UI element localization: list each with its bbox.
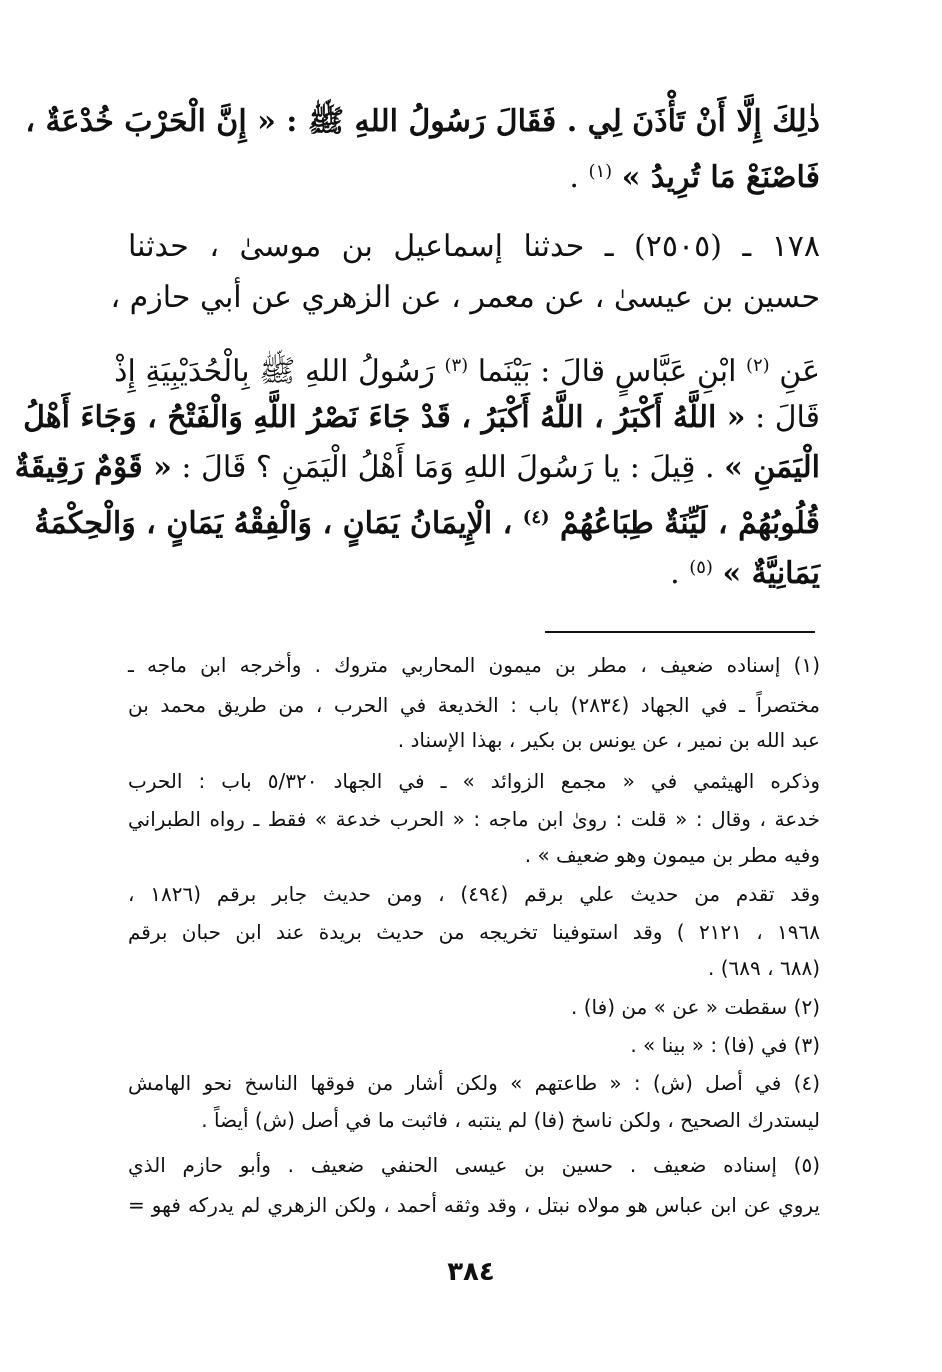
text-segment: عَنِ	[779, 353, 820, 389]
text-segment: ذٰلِكَ إِلَّا أَنْ تَأْذَنَ لِي . فَقَالَ رَسُولُ اللهِ ﷺ : « إِنَّ الْحَرْبَ خُدْعَةٌ ،	[25, 104, 820, 139]
text-segment: ١٧٨ ـ (٢٥٠٥) ـ حدثنا إسماعيل بن موسىٰ ، حدثنا	[128, 229, 820, 264]
footnote-ref-4[interactable]: (٤)	[522, 507, 550, 528]
hadith-178-matn-line-4	[0, 496, 942, 540]
footnote-1-line-7	[0, 879, 942, 909]
text-segment: حسين بن عيسىٰ ، عن معمر ، عن الزهري عن أبي حازم ،	[110, 280, 820, 315]
text-segment: الْيَمَنِ »	[724, 450, 820, 485]
text-segment: .	[569, 159, 589, 195]
text-segment: ليستدرك الصحيح ، ولكن ناسخ (فا) لم ينتبه ، فاثبت ما في أصل (ش) أيضاً .	[201, 1108, 820, 1132]
hadith-178-isnad-line-2	[0, 276, 942, 320]
hadith-178-isnad-line-1	[0, 225, 942, 269]
text-segment: عبد الله بن نمير ، عن يونس بن بكير ، بهذا الإسناد .	[397, 728, 820, 752]
text-segment: « اللَّهُ أَكْبَرُ ، اللَّهُ أَكْبَرُ ، قَدْ جَاءَ نَصْرُ اللَّهِ وَالْفَتْحُ ، وَجَاءَ أَهْلُ	[23, 400, 746, 435]
hadith-178-matn-line-1	[0, 344, 942, 388]
footnote-5-line-1	[0, 1150, 942, 1180]
text-segment: خدعة ، وقال : « قلت : روىٰ ابن ماجه : « الحرب خدعة » فقط ـ رواه الطبراني	[128, 807, 820, 831]
hadith-178-matn-line-2	[0, 396, 942, 440]
text-segment: وفيه مطر بن ميمون وهو ضعيف » .	[524, 843, 820, 867]
text-segment: وذكره الهيثمي في « مجمع الزوائد » ـ في الجهاد ٥/٣٢٠ باب : الحرب	[128, 769, 820, 793]
footnote-1-line-6	[0, 840, 942, 870]
footnote-1-line-1	[0, 650, 942, 680]
text-segment: فَاصْنَعْ مَا تُرِيدُ »	[621, 159, 820, 195]
text-segment: ١٩٦٨ ، ٢١٢١ ) وقد استوفينا تخريجه من حديث بريدة عند ابن حبان برقم	[128, 920, 820, 944]
footnote-5-line-2	[0, 1190, 942, 1220]
text-segment: . قِيلَ : يا رَسُولَ اللهِ وَمَا أَهْلُ الْيَمَنِ ؟ قَالَ :	[171, 450, 725, 485]
text-segment: (٣) في (فا) : « بينا » .	[630, 1033, 820, 1057]
hadith-178-matn-line-5	[0, 546, 942, 590]
footnote-1-line-5	[0, 804, 942, 834]
footnote-4-line-2	[0, 1105, 942, 1135]
text-segment: (٤) في أصل (ش) : « طاعتهم » ولكن أشار من فوقها الناسخ نحو الهامش	[128, 1071, 820, 1095]
text-segment: قَالَ :	[745, 400, 820, 435]
text-segment: ابْنِ عَبَّاسٍ قالَ : بَيْنَما	[477, 353, 746, 389]
footnote-1-line-4	[0, 766, 942, 796]
footnote-1-line-8	[0, 917, 942, 947]
text-segment: (٦٨٨ ، ٦٨٩) .	[708, 956, 820, 980]
footnote-ref-5[interactable]: (٥)	[689, 557, 713, 578]
footnote-ref-1[interactable]: (١)	[588, 161, 613, 182]
text-segment: يروي عن ابن عباس هو مولاه نبتل ، وقد وثقه أحمد ، ولكن الزهري لم يدركه فهو =	[128, 1193, 820, 1217]
footnote-2	[0, 992, 942, 1022]
text-segment: (٥) إسناده ضعيف . حسين بن عيسى الحنفي ضعيف . وأبو حازم الذي	[128, 1153, 820, 1177]
text-segment: .	[670, 555, 690, 591]
footnote-separator	[545, 631, 815, 633]
text-segment: مختصراً ـ في الجهاد (٢٨٣٤) باب : الخديعة في الحرب ، من طريق محمد بن	[128, 693, 820, 717]
hadith-177-line-1	[0, 100, 942, 144]
text-segment: قُلُوبُهُمْ ، لَيِّنَةٌ طِبَاعُهُمْ	[559, 505, 820, 541]
text-segment: (١) إسناده ضعيف ، مطر بن ميمون المحاربي متروك . وأخرجه ابن ماجه ـ	[128, 653, 820, 677]
footnote-3	[0, 1030, 942, 1060]
footnote-ref-3[interactable]: (٣)	[444, 355, 469, 376]
page-number: ٣٨٤	[447, 1257, 495, 1287]
text-segment: (٢) سقطت « عن » من (فا) .	[571, 995, 820, 1019]
hadith-178-matn-line-3	[0, 446, 942, 490]
text-segment: وقد تقدم من حديث علي برقم (٤٩٤) ، ومن حديث جابر برقم (١٨٢٦ ،	[128, 882, 821, 906]
footnote-ref-2[interactable]: (٢)	[745, 355, 770, 376]
text-segment: « قَوْمٌ رَقِيقَةٌ	[14, 450, 172, 485]
footnote-1-line-9	[0, 953, 942, 983]
footnote-4-line-1	[0, 1068, 942, 1098]
footnote-1-line-3	[0, 725, 942, 755]
hadith-177-line-2	[0, 150, 942, 194]
text-segment: يَمَانِيَّةٌ »	[722, 555, 820, 591]
footnote-1-line-2	[0, 690, 942, 720]
text-segment: ، الْإِيمَانُ يَمَانٍ ، وَالْفِقْهُ يَمَانٍ ، وَالْحِكْمَةُ	[34, 505, 523, 541]
text-segment: رَسُولُ اللهِ ﷺ بِالْحُدَيْبِيَةِ إِذْ	[114, 353, 445, 389]
